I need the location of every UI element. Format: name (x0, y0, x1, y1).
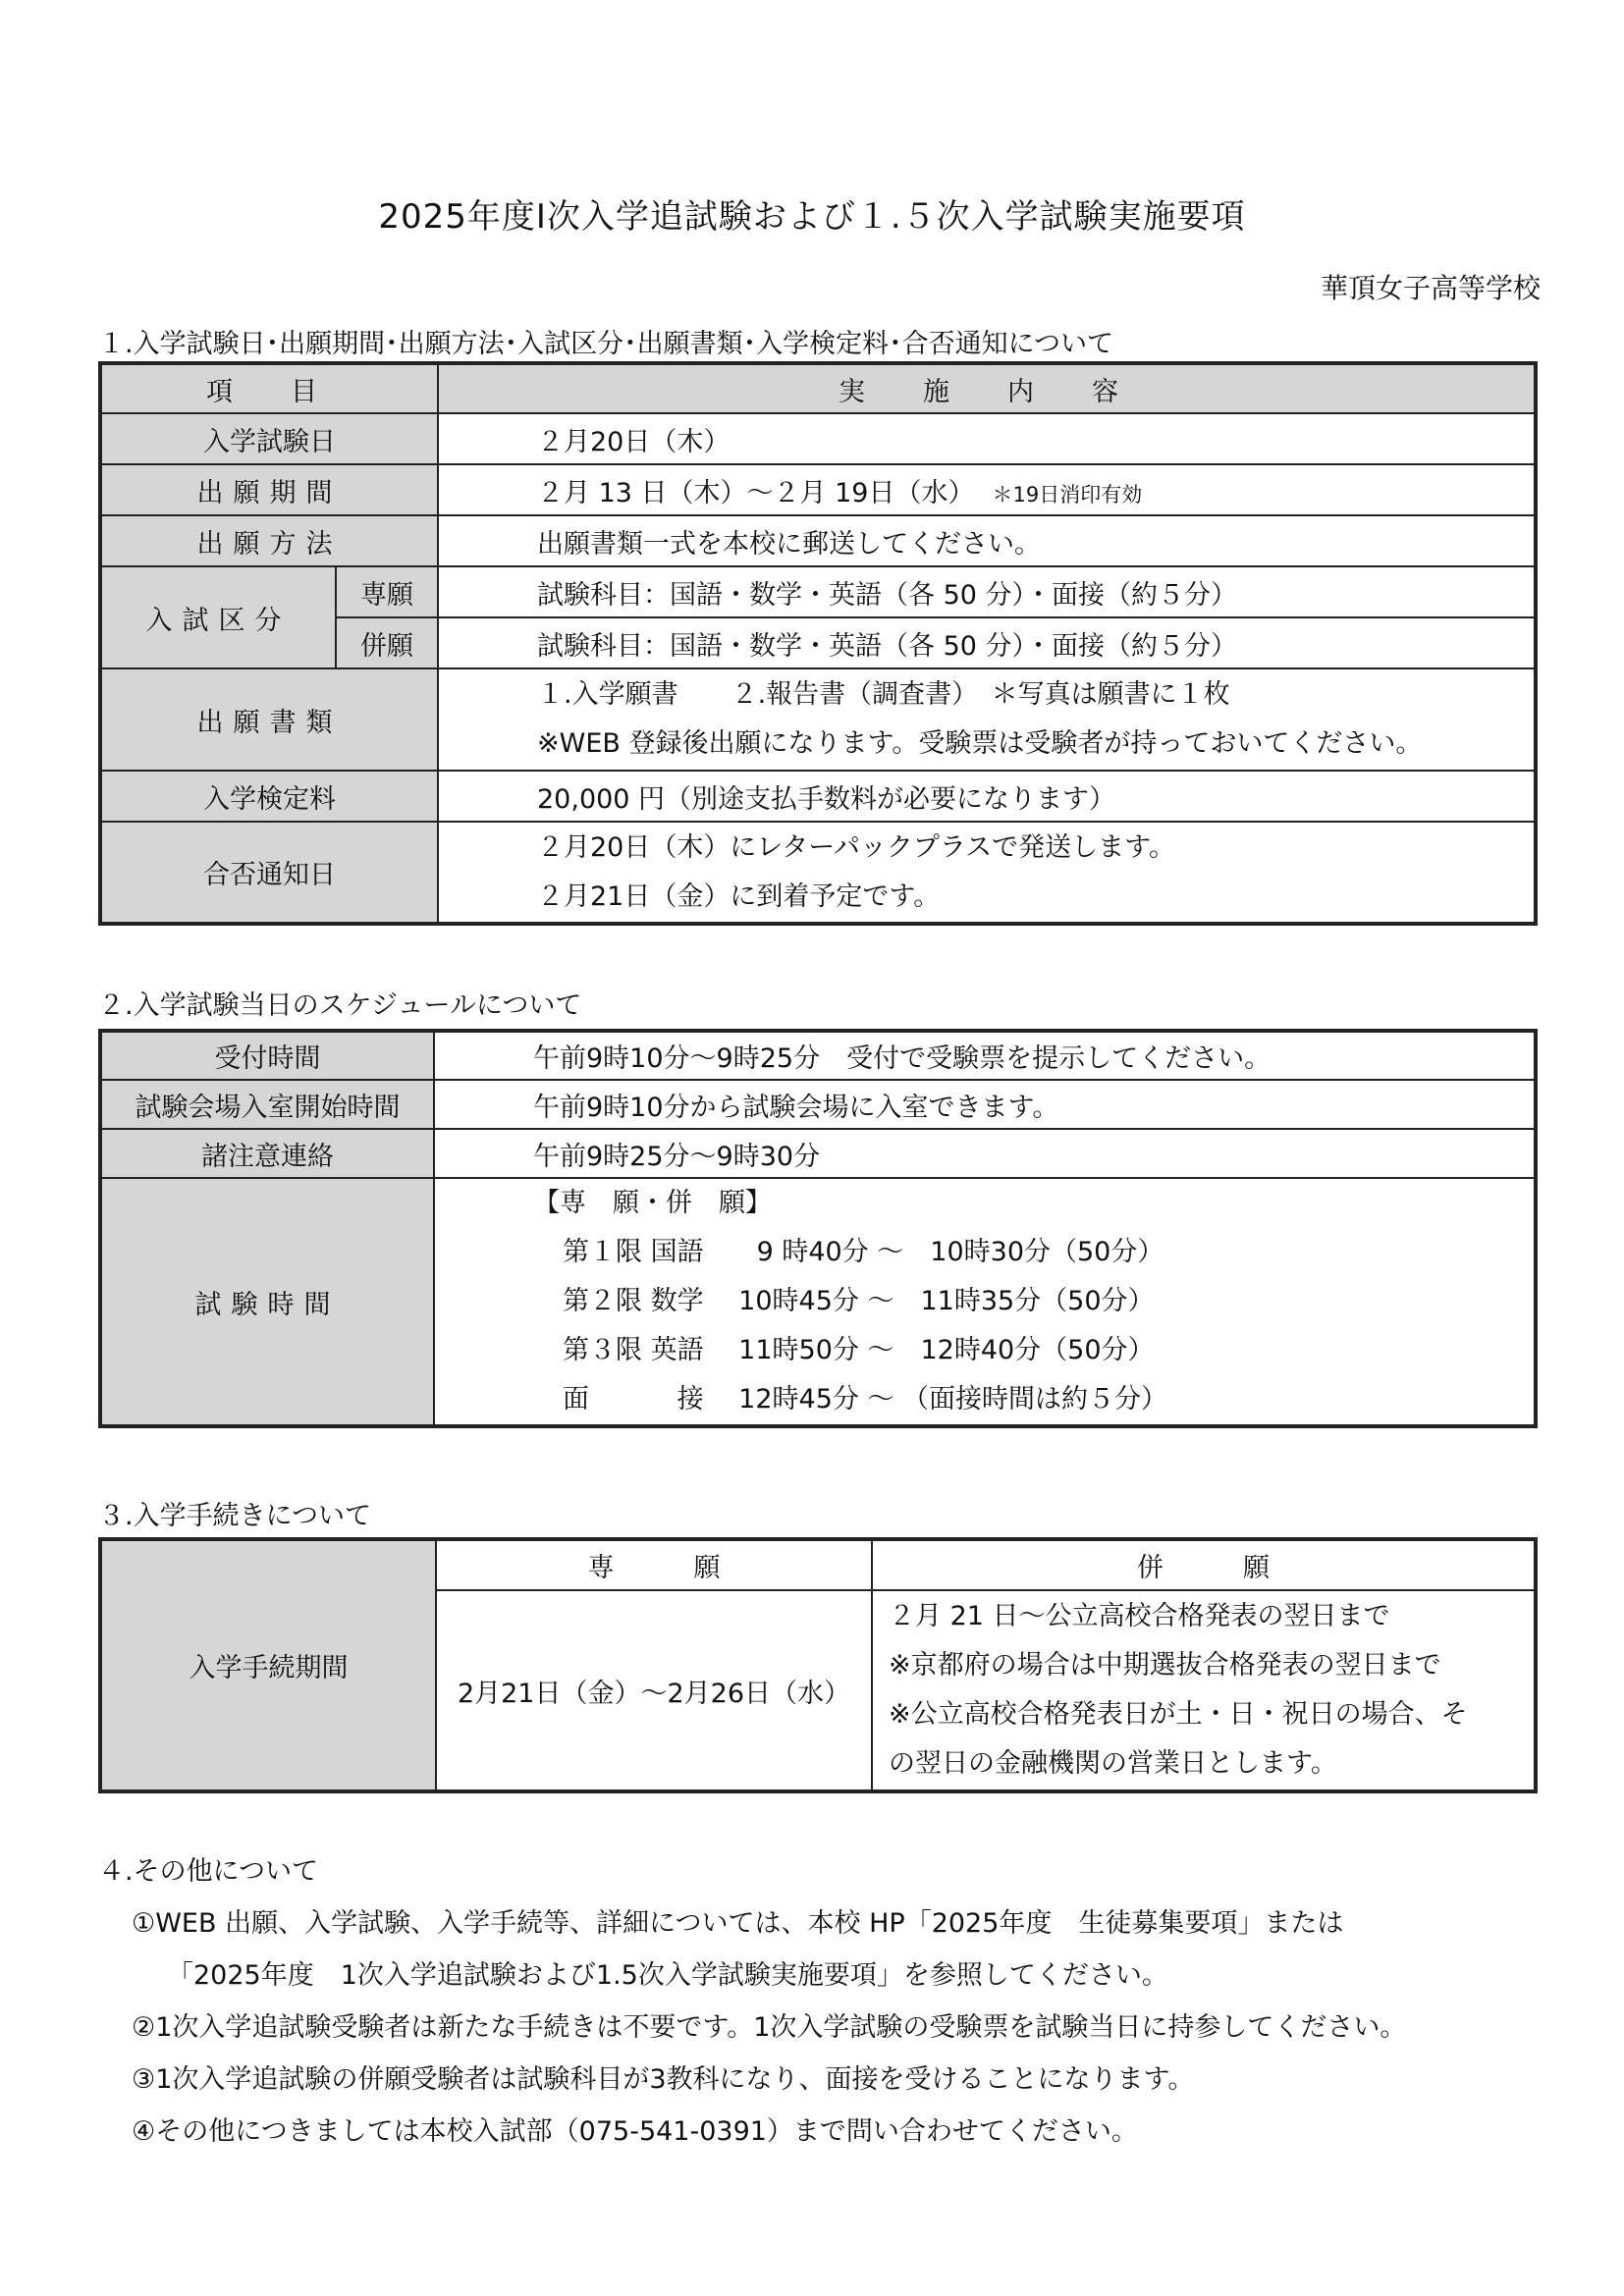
category-b-value: 試験科目：国語・数学・英語（各 50 分）・面接（約５分） (438, 617, 1536, 668)
notice-value-2: 午前9時25分～9時30分 (434, 1129, 1536, 1178)
section3-table (98, 1537, 1538, 1793)
section2-heading: ２.入学試験当日のスケジュールについて (98, 990, 582, 1021)
docs-label: 出願書類 (100, 668, 438, 771)
period-note: ＊19日消印有効 (992, 482, 1143, 507)
docs-line-1: １.入学願書 ２.報告書（調査書） ＊写真は願書に１枚 (537, 679, 1230, 710)
note-item-4: ④その他につきましては本校入試部（075-541-0391）まで問い合わせてください。 (132, 2116, 1138, 2147)
note-item-3: ③1次入学追試験の併願受験者は試験科目が3教科になり、面接を受けることになります。 (132, 2064, 1195, 2095)
notice-line-2: ２月21日（金）に到着予定です。 (537, 881, 941, 912)
notice-line-1: ２月20日（木）にレターパックプラスで発送します。 (537, 831, 1175, 863)
heigan-line-3: ※公立高校合格発表日が土・日・祝日の場合、そ (889, 1699, 1468, 1730)
table-header-row (100, 363, 1536, 413)
section3-heading: ３.入学手続きについて (98, 1501, 372, 1531)
col-heigan-header: 併 願 (872, 1539, 1536, 1590)
times-period-3: 第３限 英語 11時50分 ～ 12時40分（50分） (563, 1335, 1155, 1365)
heigan-line-4: の翌日の金融機関の営業日とします。 (889, 1748, 1337, 1779)
fee-label: 入学検定料 (100, 771, 438, 822)
table-row (100, 1129, 1536, 1178)
method-value: 出願書類一式を本校に郵送してください。 (438, 515, 1536, 566)
senkan-value: 2月21日（金）～2月26日（水） (436, 1590, 872, 1791)
note-item-1: ①WEB 出願、入学試験、入学手続等、詳細については、本校 HP「2025年度 生徒募集要項」または (132, 1908, 1344, 1939)
times-period-2: 第２限 数学 10時45分 ～ 11時35分（50分） (563, 1286, 1155, 1316)
notice-cell (438, 822, 1536, 924)
table-row (100, 1080, 1536, 1129)
note-item-1-cont: 「2025年度 1次入学追試験および1.5次入学試験実施要項」を参照してください。 (167, 1960, 1168, 1991)
fee-value: 20,000 円（別途支払手数料が必要になります） (438, 771, 1536, 822)
table-row (100, 771, 1536, 822)
category-label: 入試区分 (100, 566, 336, 668)
period-value: ２月 13 日（木）～２月 19日（水） (537, 477, 975, 508)
exam-date-label: 入学試験日 (100, 413, 438, 464)
table-row (100, 566, 1536, 617)
times-period-1: 第１限 国語 9 時40分 ～ 10時30分（50分） (563, 1237, 1164, 1267)
procedure-label: 入学手続期間 (100, 1539, 436, 1791)
header-content: 実 施 内 容 (438, 363, 1536, 413)
table-row (100, 464, 1536, 515)
times-label: 試験時間 (100, 1178, 434, 1426)
method-label: 出願方法 (100, 515, 438, 566)
table-row (100, 515, 1536, 566)
times-header: 【専 願・併 願】 (533, 1188, 772, 1218)
header-item: 項 目 (100, 363, 438, 413)
section4-heading: ４.その他について (98, 1856, 319, 1887)
category-b-label: 併願 (336, 617, 438, 668)
table-row (100, 1031, 1536, 1080)
reception-value: 午前9時10分～9時25分 受付で受験票を提示してください。 (434, 1031, 1536, 1080)
category-a-value: 試験科目：国語・数学・英語（各 50 分）・面接（約５分） (438, 566, 1536, 617)
heigan-cell (872, 1590, 1536, 1791)
school-name: 華頂女子高等学校 (1320, 272, 1541, 304)
notice-label: 合否通知日 (100, 822, 438, 924)
period-label: 出願期間 (100, 464, 438, 515)
section1-table (98, 361, 1538, 926)
table-row (100, 1178, 1536, 1426)
times-cell (434, 1178, 1536, 1426)
entry-label: 試験会場入室開始時間 (100, 1080, 434, 1129)
heigan-line-2: ※京都府の場合は中期選抜合格発表の翌日まで (889, 1650, 1441, 1681)
table-row (100, 822, 1536, 924)
section4 (98, 1845, 1406, 2158)
reception-label: 受付時間 (100, 1031, 434, 1080)
heigan-line-1: ２月 21 日～公立高校合格発表の翌日まで (889, 1601, 1390, 1631)
section1-heading: １.入学試験日･出願期間･出願方法･入試区分･出願書類･入学検定料･合否通知について (98, 329, 1114, 359)
docs-cell (438, 668, 1536, 771)
entry-value: 午前9時10分から試験会場に入室できます。 (434, 1080, 1536, 1129)
times-interview: 面 接 12時45分 ～ （面接時間は約５分） (563, 1384, 1168, 1415)
col-senkan-header: 専 願 (436, 1539, 872, 1590)
docs-line-2: ※WEB 登録後出願になります。受験票は受験者が持っておいてください。 (537, 728, 1423, 759)
table-header-row (100, 1539, 1536, 1590)
page-title: 2025年度Ⅰ次入学追試験および１.５次入学試験実施要項 (378, 197, 1246, 237)
exam-date-value: ２月20日（木） (438, 413, 1536, 464)
table-row (100, 668, 1536, 771)
table-row (100, 413, 1536, 464)
notice-label-2: 諸注意連絡 (100, 1129, 434, 1178)
section2-table (98, 1029, 1538, 1428)
period-cell (438, 464, 1536, 515)
category-a-label: 専願 (336, 566, 438, 617)
note-item-2: ②1次入学追試験受験者は新たな手続きは不要です。1次入学試験の受験票を試験当日に持参してください。 (132, 2012, 1407, 2043)
